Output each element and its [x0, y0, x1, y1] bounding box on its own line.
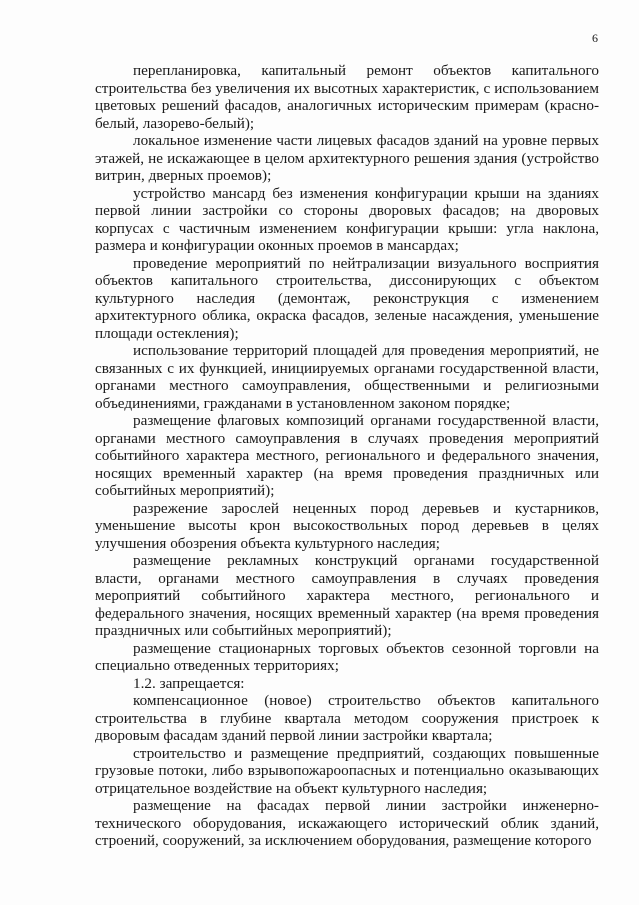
paragraph: компенсационное (новое) строительство объектов капитального строительства в глубине квартала методом сооружения пристроек к дворовым фасадам зданий первой линии застройки квартала; [95, 692, 599, 744]
paragraph: размещение рекламных конструкций органами государственной власти, органами местного самоуправления в случаях проведения мероприятий событийного характера местного, регионального и федерального значения, носящих временный характер (на время проведения праздничных или событийных мероприятий); [95, 552, 599, 639]
paragraph: устройство мансард без изменения конфигурации крыши на зданиях первой линии застройки со стороны дворовых фасадов; на дворовых корпусах с частичным изменением конфигурации крыши: угла наклона, размера и конфигурации оконных проемов в мансардах; [95, 184, 599, 254]
paragraph: разрежение зарослей неценных пород деревьев и кустарников, уменьшение высоты крон высокоствольных пород деревьев в целях улучшения обозрения объекта культурного наследия; [95, 499, 599, 552]
paragraph: перепланировка, капитальный ремонт объектов капитального строительства без увеличения их высотных характеристик, с использованием цветовых решений фасадов, аналогичных историческим примерам (красно-белый, лазорево-белый); [95, 62, 599, 132]
paragraph: проведение мероприятий по нейтрализации визуального восприятия объектов капитального строительства, диссонирующих с объектом культурного наследия (демонтаж, реконструкция с изменением архитектурного облика, окраска фасадов, зеленые насаждения, уменьшение площади остекления); [95, 254, 599, 342]
paragraph: строительство и размещение предприятий, создающих повышенные грузовые потоки, либо взрывопожароопасных и потенциально оказывающих отрицательное воздействие на объект культурного наследия; [95, 744, 599, 797]
paragraph: размещение на фасадах первой линии застройки инженерно-технического оборудования, искажающего исторический облик зданий, строений, сооружений, за исключением оборудования, размещение которого [95, 797, 599, 849]
document-body [95, 62, 599, 850]
paragraph: локальное изменение части лицевых фасадов зданий на уровне первых этажей, не искажающее в целом архитектурного решения здания (устройство витрин, дверных проемов); [95, 132, 599, 184]
section-heading: 1.2. запрещается: [133, 674, 245, 692]
paragraph: использование территорий площадей для проведения мероприятий, не связанных с их функцией, инициируемых органами государственной власти, органами местного самоуправления, общественными и религиозными объединениями, гражданами в установленном законом порядке; [95, 342, 599, 412]
paragraph: размещение флаговых композиций органами государственной власти, органами местного самоуправления в случаях проведения мероприятий событийного характера местного, регионального и федерального значения, носящих временный характер (на время проведения праздничных или событийных мероприятий); [95, 412, 599, 499]
paragraph: размещение стационарных торговых объектов сезонной торговли на специально отведенных территориях; [95, 639, 599, 674]
page-number: 6 [592, 31, 598, 45]
